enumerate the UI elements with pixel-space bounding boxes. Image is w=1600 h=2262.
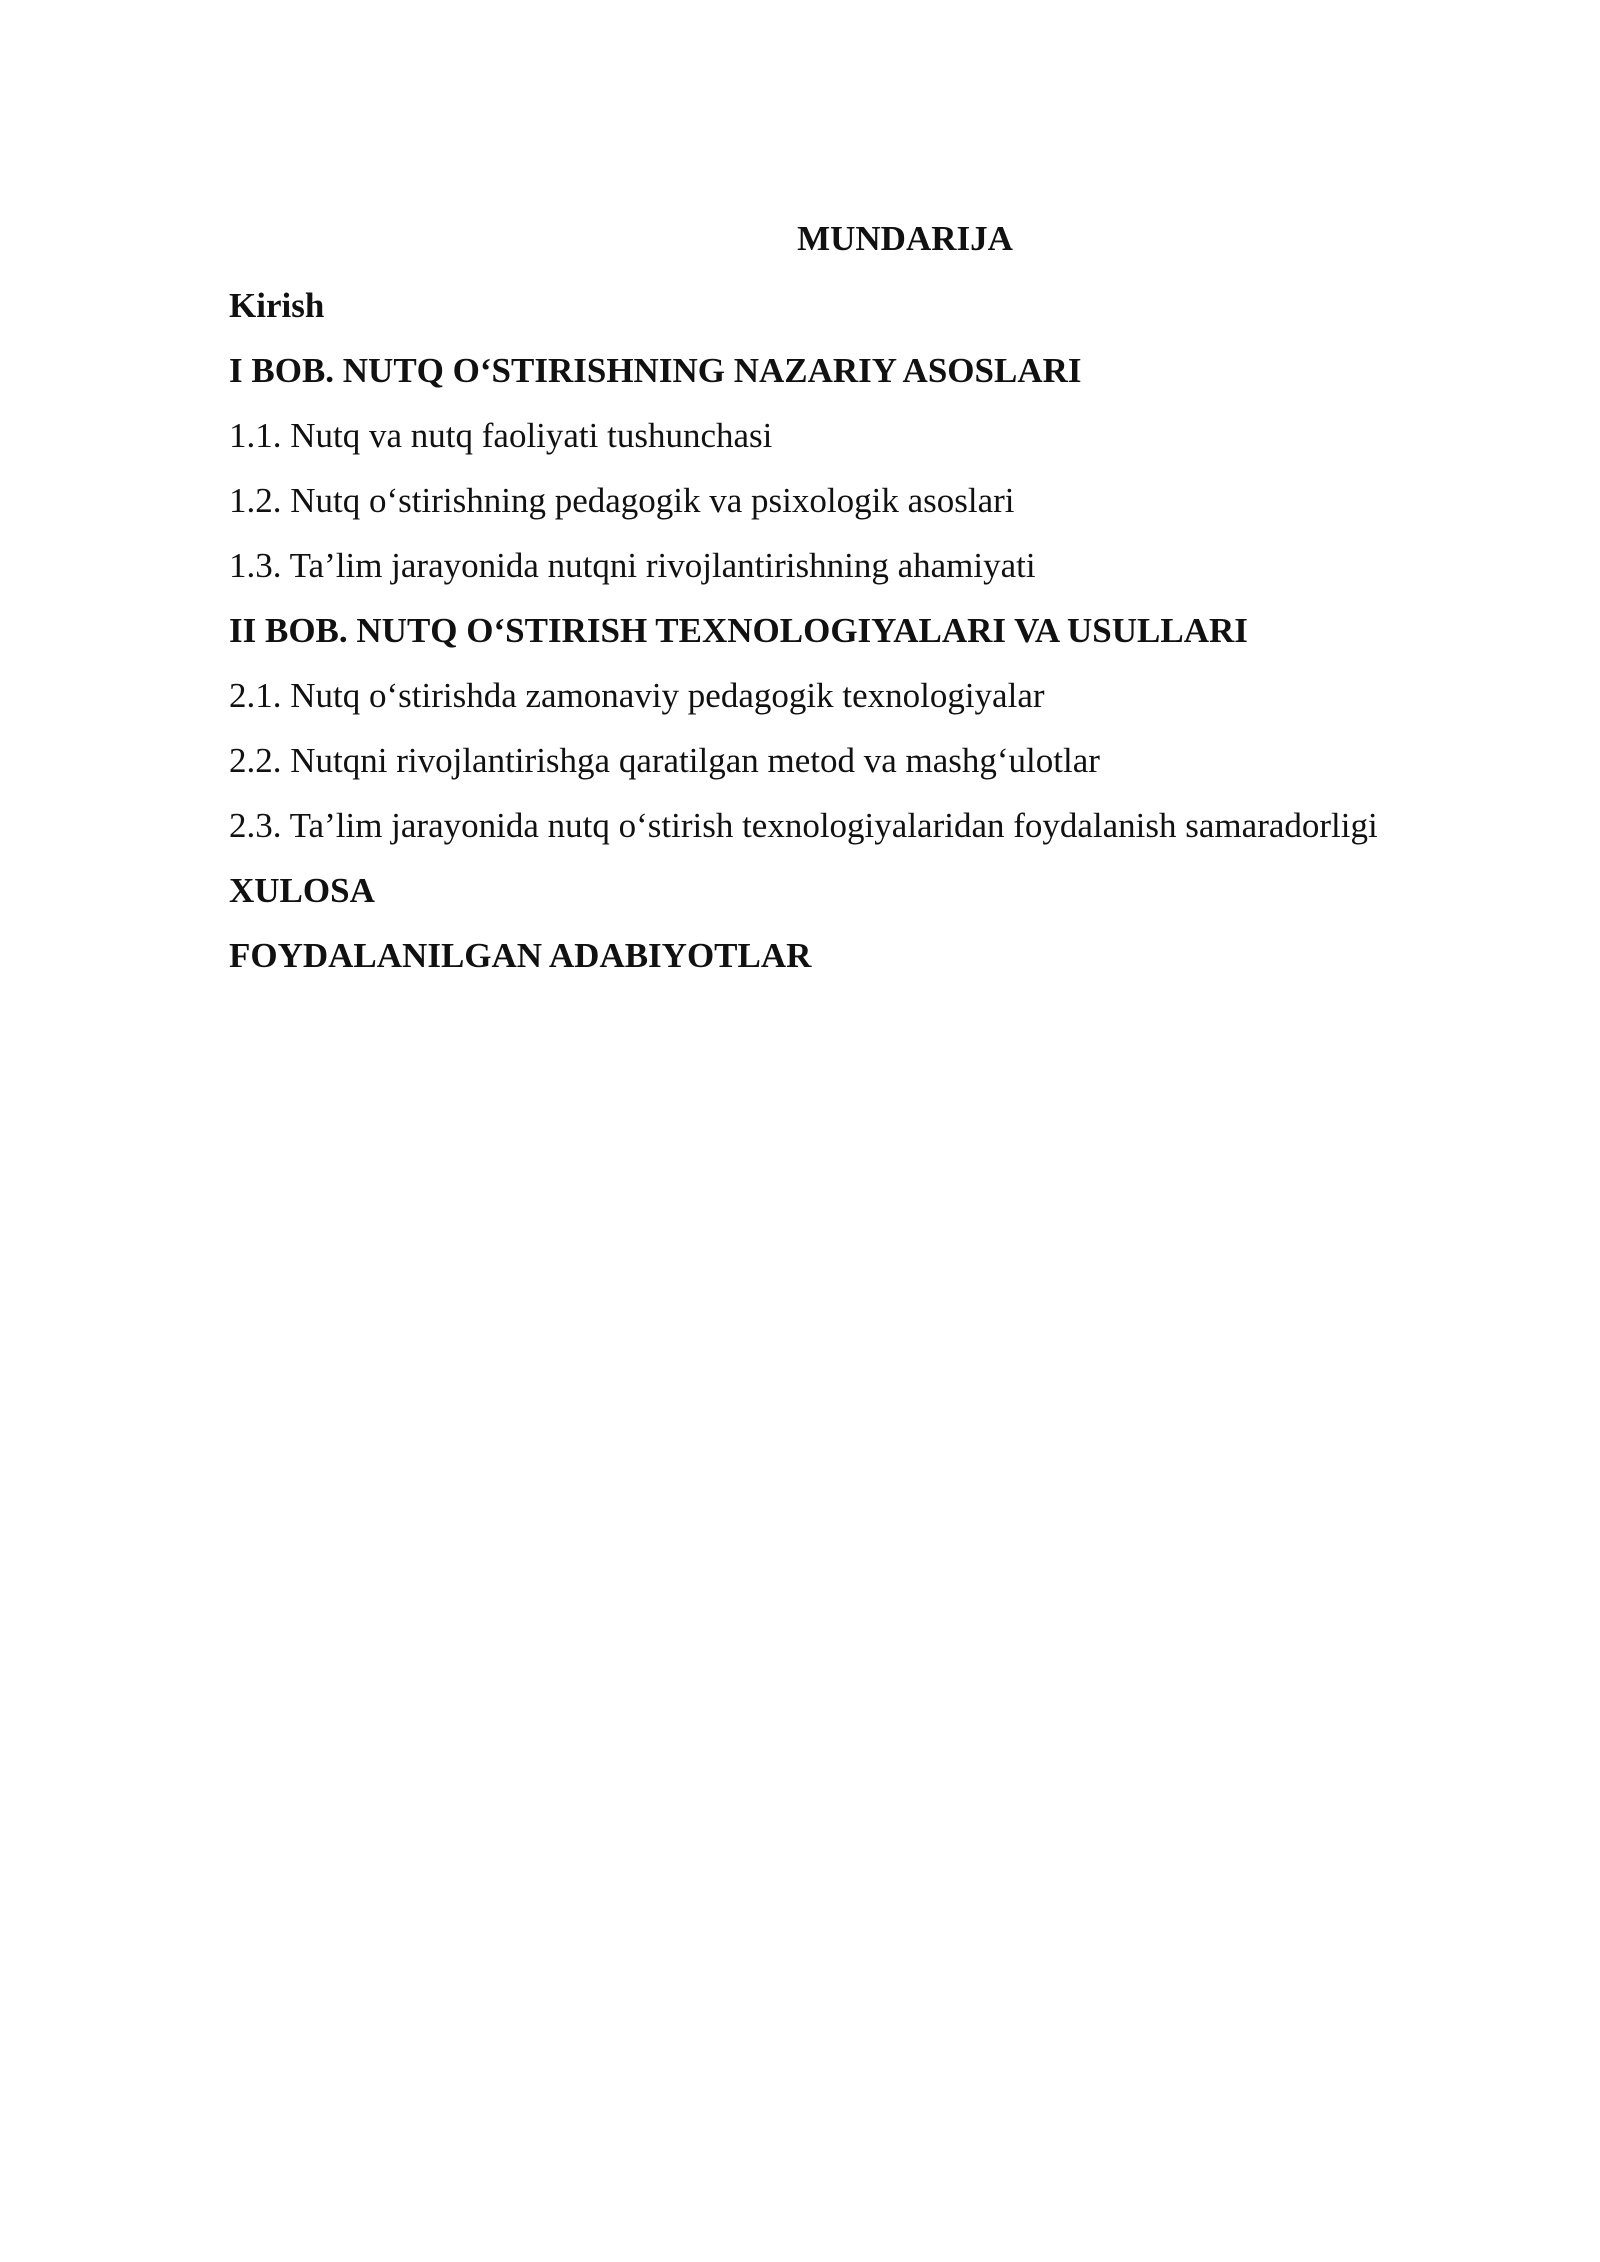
- toc-section-2-1: 2.1. Nutq o‘stirishda zamonaviy pedagogik texnologiyalar: [229, 676, 1045, 715]
- toc-entry-references: FOYDALANILGAN ADABIYOTLAR: [229, 936, 812, 975]
- toc-section-2-2: 2.2. Nutqni rivojlantirishga qaratilgan metod va mashg‘ulotlar: [229, 741, 1100, 780]
- table-of-contents: [229, 280, 1529, 995]
- toc-section-2-3: 2.3. Ta’lim jarayonida nutq o‘stirish texnologiyalaridan foydalanish samaradorligi: [229, 806, 1378, 845]
- toc-chapter-1: I BOB. NUTQ O‘STIRISHNING NAZARIY ASOSLARI: [229, 351, 1082, 390]
- toc-section-1-1: 1.1. Nutq va nutq faoliyati tushunchasi: [229, 416, 773, 455]
- page-title: MUNDARIJA: [797, 219, 1013, 258]
- toc-section-1-2: 1.2. Nutq o‘stirishning pedagogik va psixologik asoslari: [229, 481, 1015, 520]
- toc-chapter-2: II BOB. NUTQ O‘STIRISH TEXNOLOGIYALARI VA USULLARI: [229, 611, 1248, 650]
- toc-section-1-3: 1.3. Ta’lim jarayonida nutqni rivojlantirishning ahamiyati: [229, 546, 1036, 585]
- toc-entry-conclusion: XULOSA: [229, 871, 375, 910]
- toc-entry-introduction: Kirish: [229, 286, 325, 325]
